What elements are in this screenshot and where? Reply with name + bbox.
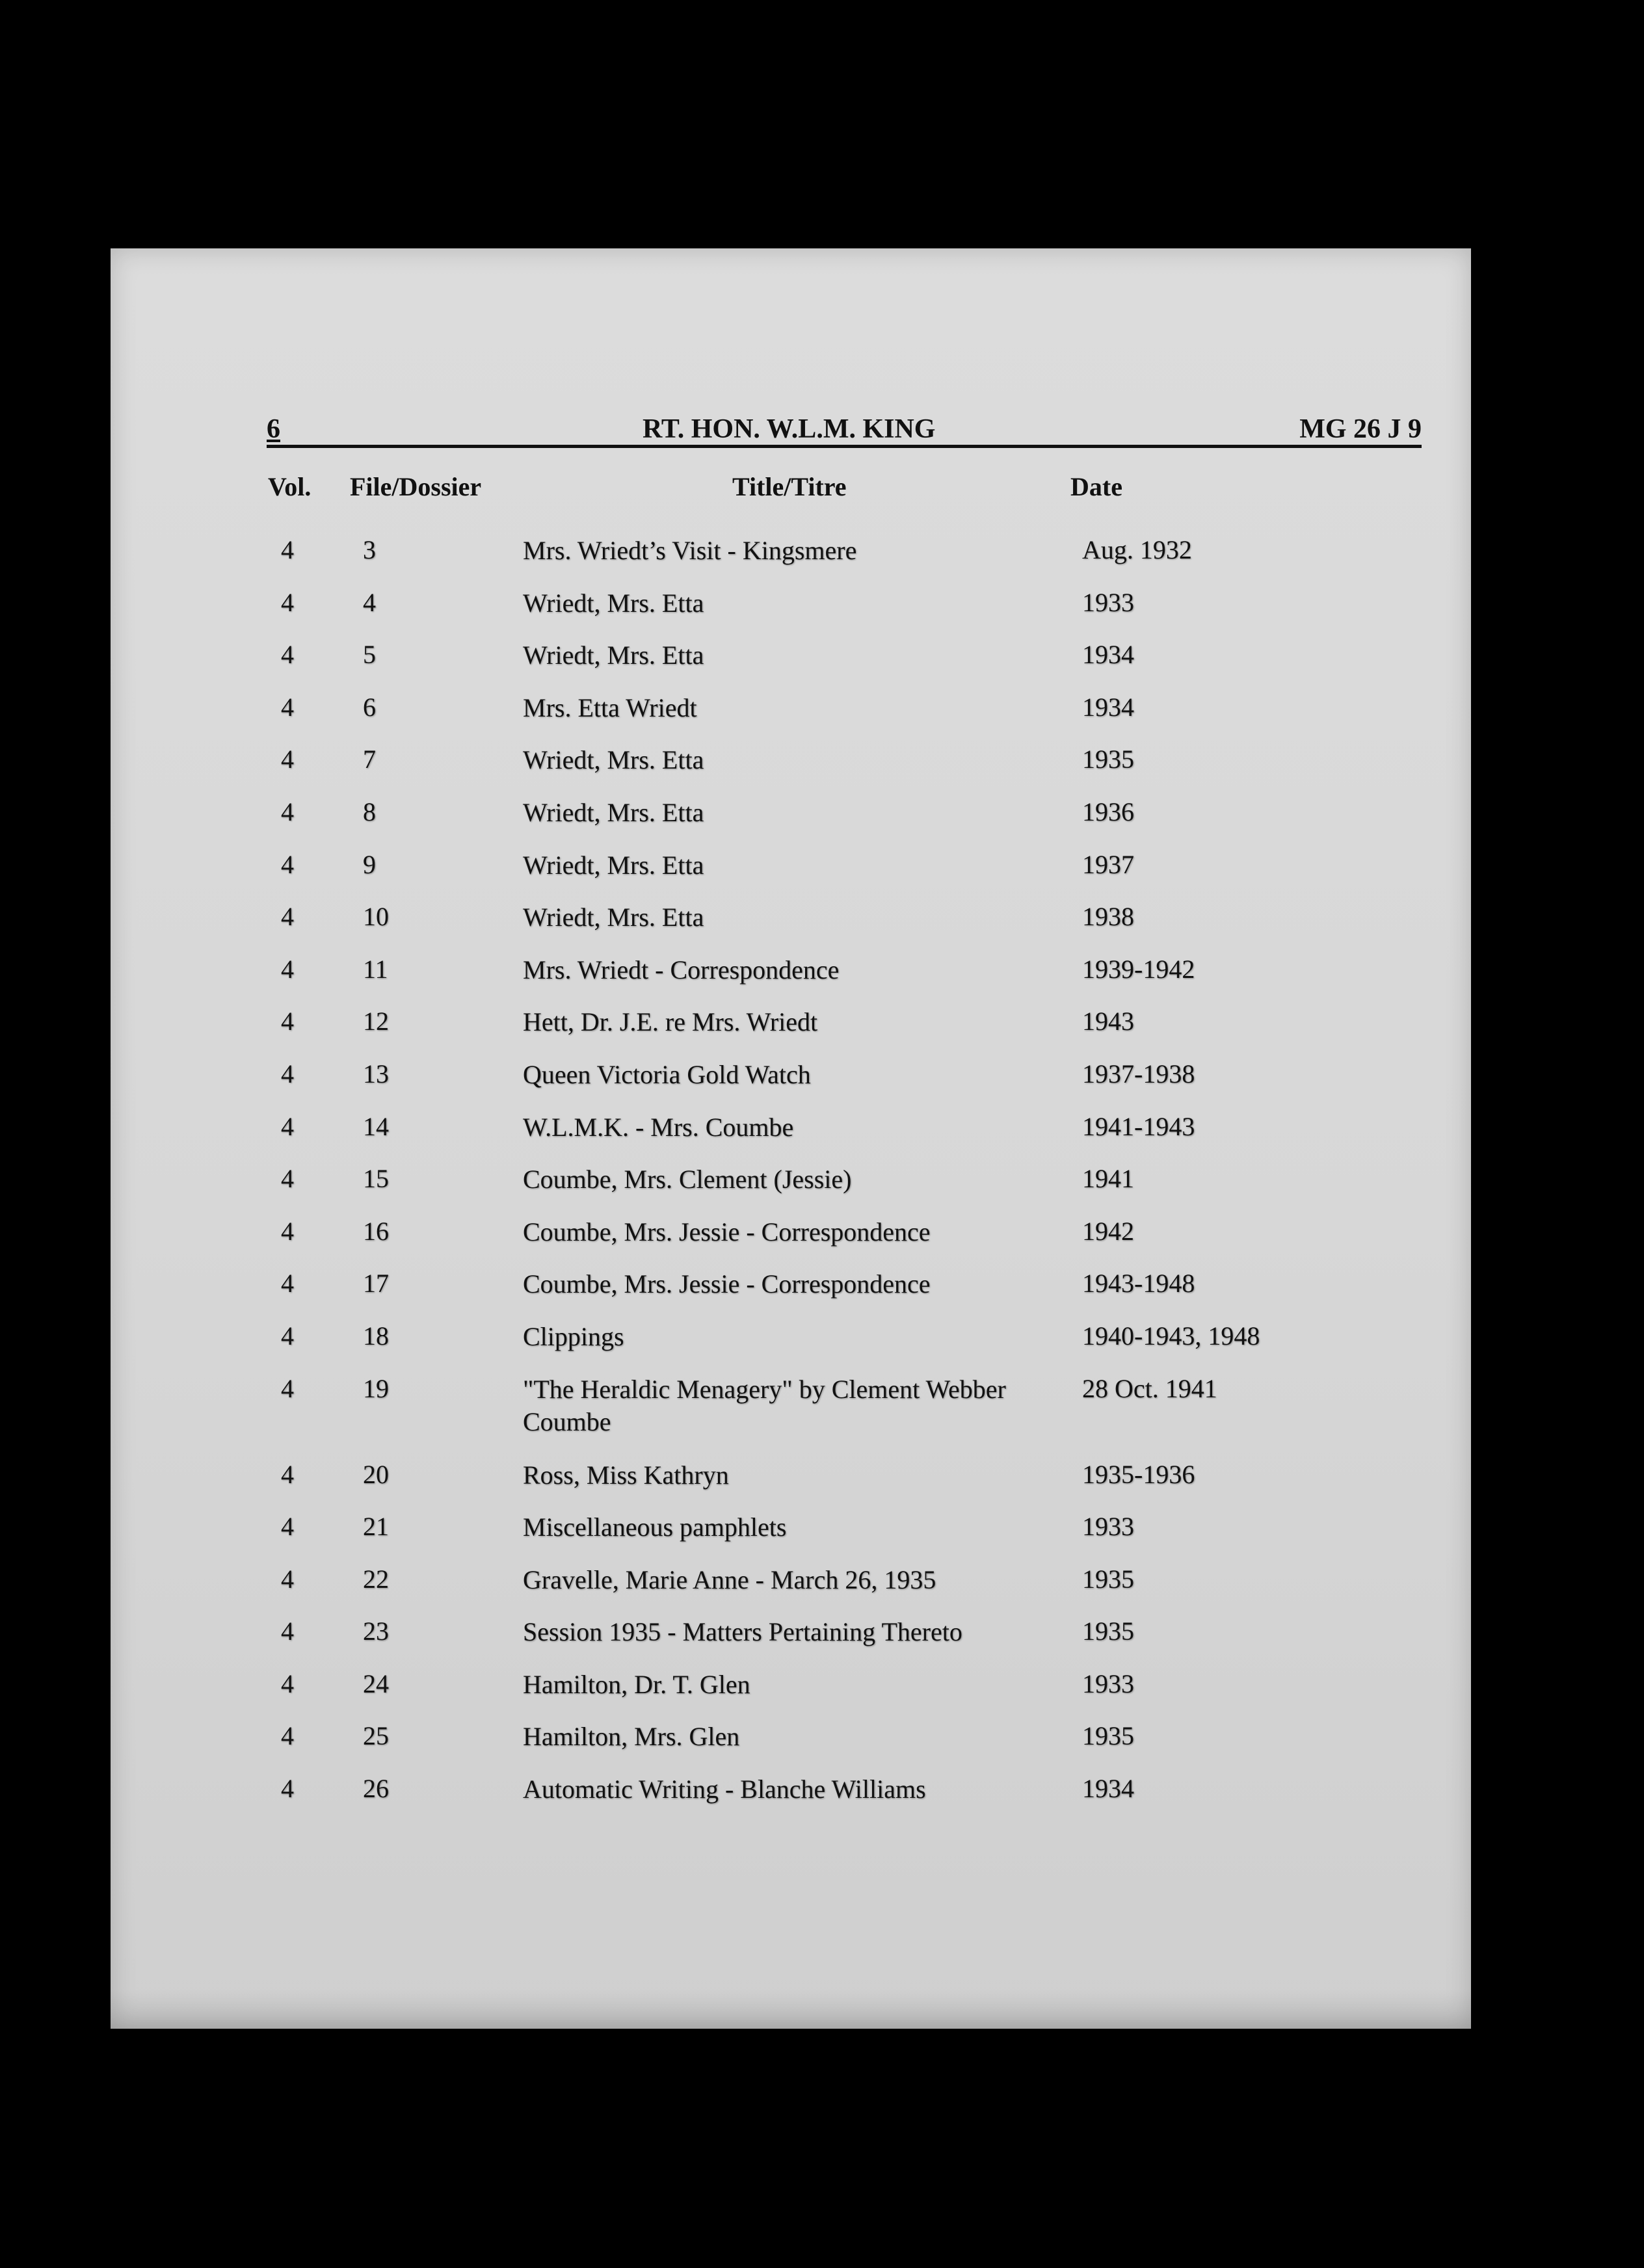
table-row xyxy=(111,1564,1471,1616)
cell-title: Queen Victoria Gold Watch xyxy=(523,1059,811,1089)
table-row xyxy=(111,1059,1471,1111)
cell-vol: 4 xyxy=(281,745,294,774)
cell-vol: 4 xyxy=(281,1668,294,1698)
cell-vol: 4 xyxy=(281,1512,294,1542)
cell-file: 3 xyxy=(363,535,376,564)
cell-title: Mrs. Wriedt’s Visit - Kingsmere xyxy=(523,536,857,565)
cell-file: 25 xyxy=(363,1721,389,1751)
page-header xyxy=(267,407,1422,448)
cell-vol: 4 xyxy=(281,1459,294,1489)
cell-title: Automatic Writing - Blanche Williams xyxy=(523,1774,926,1804)
table-row xyxy=(111,587,1471,640)
cell-vol: 4 xyxy=(281,587,294,617)
cell-title: Wriedt, Mrs. Etta xyxy=(523,640,704,670)
cell-date: 1941 xyxy=(1082,1164,1134,1194)
cell-file: 11 xyxy=(363,954,388,984)
cell-vol: 4 xyxy=(281,1216,294,1246)
cell-date: 1934 xyxy=(1082,1774,1134,1804)
cell-file: 5 xyxy=(363,640,376,670)
cell-file: 6 xyxy=(363,692,376,722)
cell-vol: 4 xyxy=(281,849,294,879)
table-row xyxy=(111,1616,1471,1668)
cell-file: 13 xyxy=(363,1059,389,1088)
cell-date: 1941-1943 xyxy=(1082,1111,1195,1141)
table-row xyxy=(111,1163,1471,1216)
cell-vol: 4 xyxy=(281,1721,294,1751)
cell-date: 1937 xyxy=(1082,849,1134,879)
cell-file: 17 xyxy=(363,1269,389,1299)
column-header-title: Title/Titre xyxy=(732,472,847,501)
cell-title: Mrs. Wriedt - Correspondence xyxy=(523,955,840,984)
cell-vol: 4 xyxy=(281,1373,294,1403)
cell-title: Coumbe, Mrs. Clement (Jessie) xyxy=(523,1165,852,1194)
page-bottom-shadow xyxy=(111,1990,1471,2029)
cell-date: 1933 xyxy=(1082,1512,1134,1542)
cell-file: 9 xyxy=(363,849,376,879)
cell-vol: 4 xyxy=(281,797,294,826)
cell-date: 1935 xyxy=(1082,1564,1134,1594)
table-row xyxy=(111,1006,1471,1059)
cell-file: 8 xyxy=(363,797,376,826)
cell-file: 23 xyxy=(363,1616,389,1646)
cell-file: 22 xyxy=(363,1564,389,1594)
table-row xyxy=(111,692,1471,745)
cell-file: 21 xyxy=(363,1512,389,1542)
cell-vol: 4 xyxy=(281,1774,294,1804)
column-header-date: Date xyxy=(1070,472,1122,501)
cell-vol: 4 xyxy=(281,1111,294,1141)
cell-date: 1933 xyxy=(1082,587,1134,617)
table-row xyxy=(111,849,1471,902)
cell-file: 14 xyxy=(363,1111,389,1141)
cell-vol: 4 xyxy=(281,1007,294,1036)
cell-date: 1943-1948 xyxy=(1082,1269,1195,1299)
cell-vol: 4 xyxy=(281,1269,294,1299)
cell-title: Wriedt, Mrs. Etta xyxy=(523,797,704,827)
table-row xyxy=(111,901,1471,954)
cell-title: Wriedt, Mrs. Etta xyxy=(523,745,704,775)
document-page xyxy=(111,248,1471,2029)
cell-file: 26 xyxy=(363,1774,389,1804)
table-row xyxy=(111,1268,1471,1321)
cell-file: 12 xyxy=(363,1007,389,1036)
cell-date: Aug. 1932 xyxy=(1082,535,1192,564)
cell-title: Session 1935 - Matters Pertaining Thereto xyxy=(523,1617,962,1647)
cell-title: "The Heraldic Menagery" by Clement Webber Coumbe xyxy=(523,1374,1006,1436)
cell-file: 7 xyxy=(363,745,376,774)
cell-date: 1934 xyxy=(1082,692,1134,722)
table-row xyxy=(111,744,1471,797)
table-row xyxy=(111,639,1471,692)
cell-title: Miscellaneous pamphlets xyxy=(523,1512,787,1542)
table-row xyxy=(111,1511,1471,1564)
cell-file: 20 xyxy=(363,1459,389,1489)
cell-title: Gravelle, Marie Anne - March 26, 1935 xyxy=(523,1564,936,1594)
table-row xyxy=(111,1216,1471,1269)
table-row xyxy=(111,1373,1471,1459)
cell-file: 18 xyxy=(363,1321,389,1351)
cell-date: 1940-1943, 1948 xyxy=(1082,1321,1260,1351)
cell-date: 1935-1936 xyxy=(1082,1459,1195,1489)
cell-vol: 4 xyxy=(281,692,294,722)
cell-date: 1934 xyxy=(1082,640,1134,670)
cell-title: Wriedt, Mrs. Etta xyxy=(523,850,704,880)
cell-title: Wriedt, Mrs. Etta xyxy=(523,588,704,618)
page-title: RT. HON. W.L.M. KING xyxy=(643,414,936,444)
cell-title: W.L.M.K. - Mrs. Coumbe xyxy=(523,1112,794,1142)
page-number: 6 xyxy=(267,414,280,444)
cell-file: 16 xyxy=(363,1216,389,1246)
cell-vol: 4 xyxy=(281,1564,294,1594)
table-row xyxy=(111,1721,1471,1773)
cell-title: Hett, Dr. J.E. re Mrs. Wriedt xyxy=(523,1007,818,1037)
table-row xyxy=(111,1111,1471,1164)
table-row xyxy=(111,1773,1471,1826)
cell-date: 1942 xyxy=(1082,1216,1134,1246)
cell-date: 1933 xyxy=(1082,1668,1134,1698)
table-row xyxy=(111,797,1471,849)
file-list xyxy=(111,534,1471,1826)
table-row xyxy=(111,1321,1471,1373)
cell-file: 10 xyxy=(363,902,389,932)
cell-file: 24 xyxy=(363,1668,389,1698)
column-header-vol: Vol. xyxy=(268,472,312,501)
cell-date: 1939-1942 xyxy=(1082,954,1195,984)
column-header-file: File/Dossier xyxy=(350,472,482,501)
cell-file: 4 xyxy=(363,587,376,617)
cell-file: 19 xyxy=(363,1373,389,1403)
cell-date: 1943 xyxy=(1082,1007,1134,1036)
cell-title: Ross, Miss Kathryn xyxy=(523,1460,729,1490)
cell-date: 28 Oct. 1941 xyxy=(1082,1373,1217,1403)
cell-title: Mrs. Etta Wriedt xyxy=(523,692,697,722)
table-row xyxy=(111,534,1471,587)
cell-date: 1937-1938 xyxy=(1082,1059,1195,1088)
cell-date: 1935 xyxy=(1082,1721,1134,1751)
collection-code: MG 26 J 9 xyxy=(1299,414,1422,444)
table-row xyxy=(111,1459,1471,1512)
cell-vol: 4 xyxy=(281,954,294,984)
table-row xyxy=(111,954,1471,1007)
cell-date: 1935 xyxy=(1082,745,1134,774)
cell-title: Hamilton, Dr. T. Glen xyxy=(523,1669,750,1699)
cell-title: Coumbe, Mrs. Jessie - Correspondence xyxy=(523,1217,931,1246)
cell-vol: 4 xyxy=(281,1321,294,1351)
cell-vol: 4 xyxy=(281,640,294,670)
cell-vol: 4 xyxy=(281,1616,294,1646)
cell-date: 1935 xyxy=(1082,1616,1134,1646)
cell-vol: 4 xyxy=(281,1164,294,1194)
cell-title: Hamilton, Mrs. Glen xyxy=(523,1722,740,1752)
cell-title: Coumbe, Mrs. Jessie - Correspondence xyxy=(523,1269,931,1299)
cell-title: Wriedt, Mrs. Etta xyxy=(523,903,704,932)
cell-vol: 4 xyxy=(281,902,294,932)
table-row xyxy=(111,1668,1471,1721)
cell-date: 1936 xyxy=(1082,797,1134,826)
cell-vol: 4 xyxy=(281,1059,294,1088)
cell-date: 1938 xyxy=(1082,902,1134,932)
cell-vol: 4 xyxy=(281,535,294,564)
cell-file: 15 xyxy=(363,1164,389,1194)
cell-title: Clippings xyxy=(523,1321,624,1351)
